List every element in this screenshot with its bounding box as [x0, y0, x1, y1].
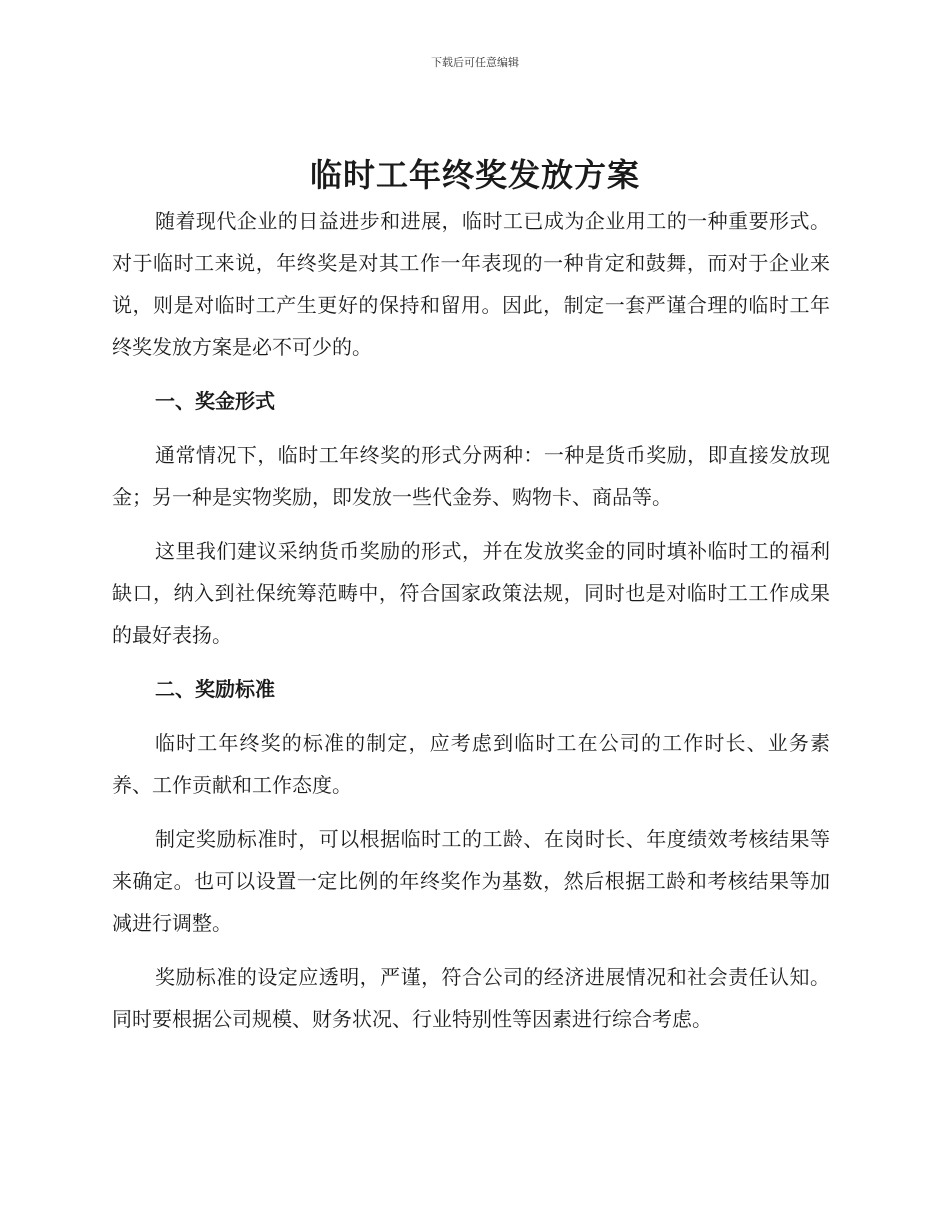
document-body	[112, 200, 830, 1052]
section-paragraph: 临时工年终奖的标准的制定，应考虑到临时工在公司的工作时长、业务素养、工作贡献和工作态度。	[112, 731, 830, 797]
section-heading: 二、奖励标准	[155, 677, 275, 701]
section-paragraph: 奖励标准的设定应透明，严谨，符合公司的经济进展情况和社会责任认知。同时要根据公司规模、财务状况、行业特别性等因素进行综合考虑。	[112, 965, 830, 1031]
section-bonus-form	[112, 380, 830, 656]
section-paragraph: 制定奖励标准时，可以根据临时工的工龄、在岗时长、年度绩效考核结果等来确定。也可以设置一定比例的年终奖作为基数，然后根据工龄和考核结果等加减进行调整。	[112, 827, 830, 935]
document-title: 临时工年终奖发放方案	[309, 156, 640, 194]
section-reward-standard	[112, 668, 830, 1040]
page-header-note: 下载后可任意编辑	[431, 56, 519, 69]
section-paragraph: 通常情况下，临时工年终奖的形式分两种：一种是货币奖励，即直接发放现金；另一种是实物奖励，即发放一些代金券、购物卡、商品等。	[112, 443, 830, 509]
section-paragraph: 这里我们建议采纳货币奖励的形式，并在发放奖金的同时填补临时工的福利缺口，纳入到社保统筹范畴中，符合国家政策法规，同时也是对临时工工作成果的最好表扬。	[112, 539, 830, 647]
intro-paragraph: 随着现代企业的日益进步和进展，临时工已成为企业用工的一种重要形式。对于临时工来说，年终奖是对其工作一年表现的一种肯定和鼓舞，而对于企业来说，则是对临时工产生更好的保持和留用。因此，制定一套严谨合理的临时工年终奖发放方案是必不可少的。	[112, 209, 830, 359]
section-heading: 一、奖金形式	[155, 389, 275, 413]
